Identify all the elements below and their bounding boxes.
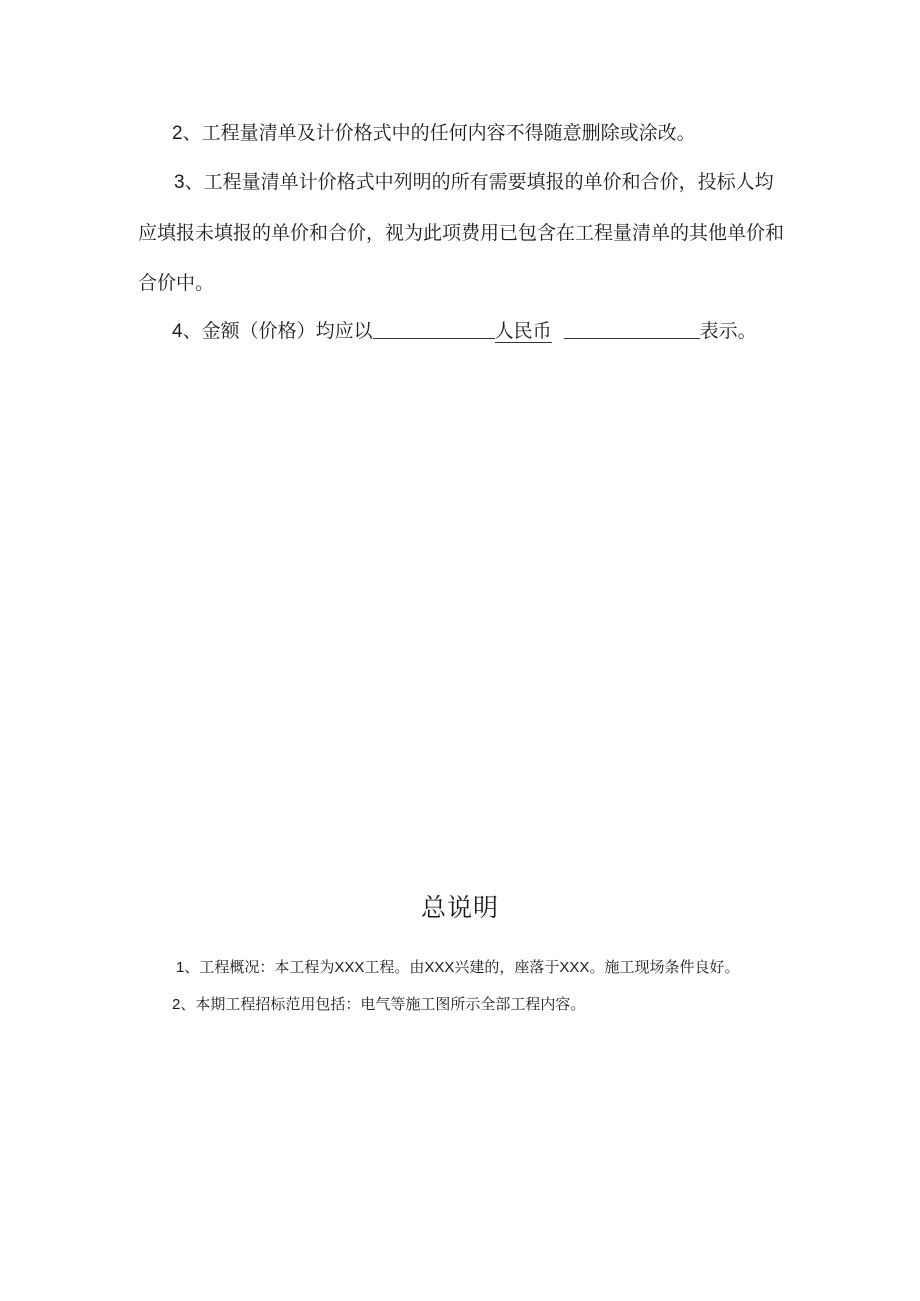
note-1-xxx-3: XXX xyxy=(559,959,590,976)
clause-4-number: 4 xyxy=(172,321,183,342)
note-2 xyxy=(172,992,585,1017)
note-1-text-b: 工程。由 xyxy=(364,958,425,976)
note-1-xxx-1: XXX xyxy=(334,959,365,976)
currency-value: 人民币 xyxy=(494,320,552,342)
clause-2 xyxy=(172,108,696,159)
note-1-text-a: 、工程概况：本工程为 xyxy=(184,958,335,976)
clause-4-prefix: 、金额（价格）均应以 xyxy=(182,320,373,342)
clause-3 xyxy=(138,157,788,308)
section-title: 总说明 xyxy=(420,893,499,922)
note-1-text-c: 兴建的，座落于 xyxy=(454,958,560,976)
note-2-text: 、本期工程招标范用包括：电气等施工图所示全部工程内容。 xyxy=(180,995,586,1013)
clause-4 xyxy=(172,306,757,357)
clause-3-text-line1: 、工程量清单计价格式中列明的所有需要填报的单价和合价，投标人 xyxy=(184,171,755,193)
note-1-number: 1 xyxy=(176,959,185,976)
clause-3-text-rest: 均应填报未填报的单价和合价，视为此项费用已包含在工程量清单的其他单价和合价中。 xyxy=(138,171,785,294)
note-1-xxx-2: XXX xyxy=(424,959,455,976)
clause-2-number: 2 xyxy=(172,123,183,144)
fill-blank-left xyxy=(373,316,495,339)
note-1 xyxy=(176,955,739,980)
fill-blank-right xyxy=(564,316,700,339)
clause-2-text: 、工程量清单及计价格式中的任何内容不得随意删除或涂改。 xyxy=(182,122,696,144)
clause-4-suffix: 表示。 xyxy=(699,320,757,342)
note-2-number: 2 xyxy=(172,996,181,1013)
clause-3-number: 3 xyxy=(174,172,185,193)
note-1-text-d: 。施工现场条件良好。 xyxy=(589,958,740,976)
